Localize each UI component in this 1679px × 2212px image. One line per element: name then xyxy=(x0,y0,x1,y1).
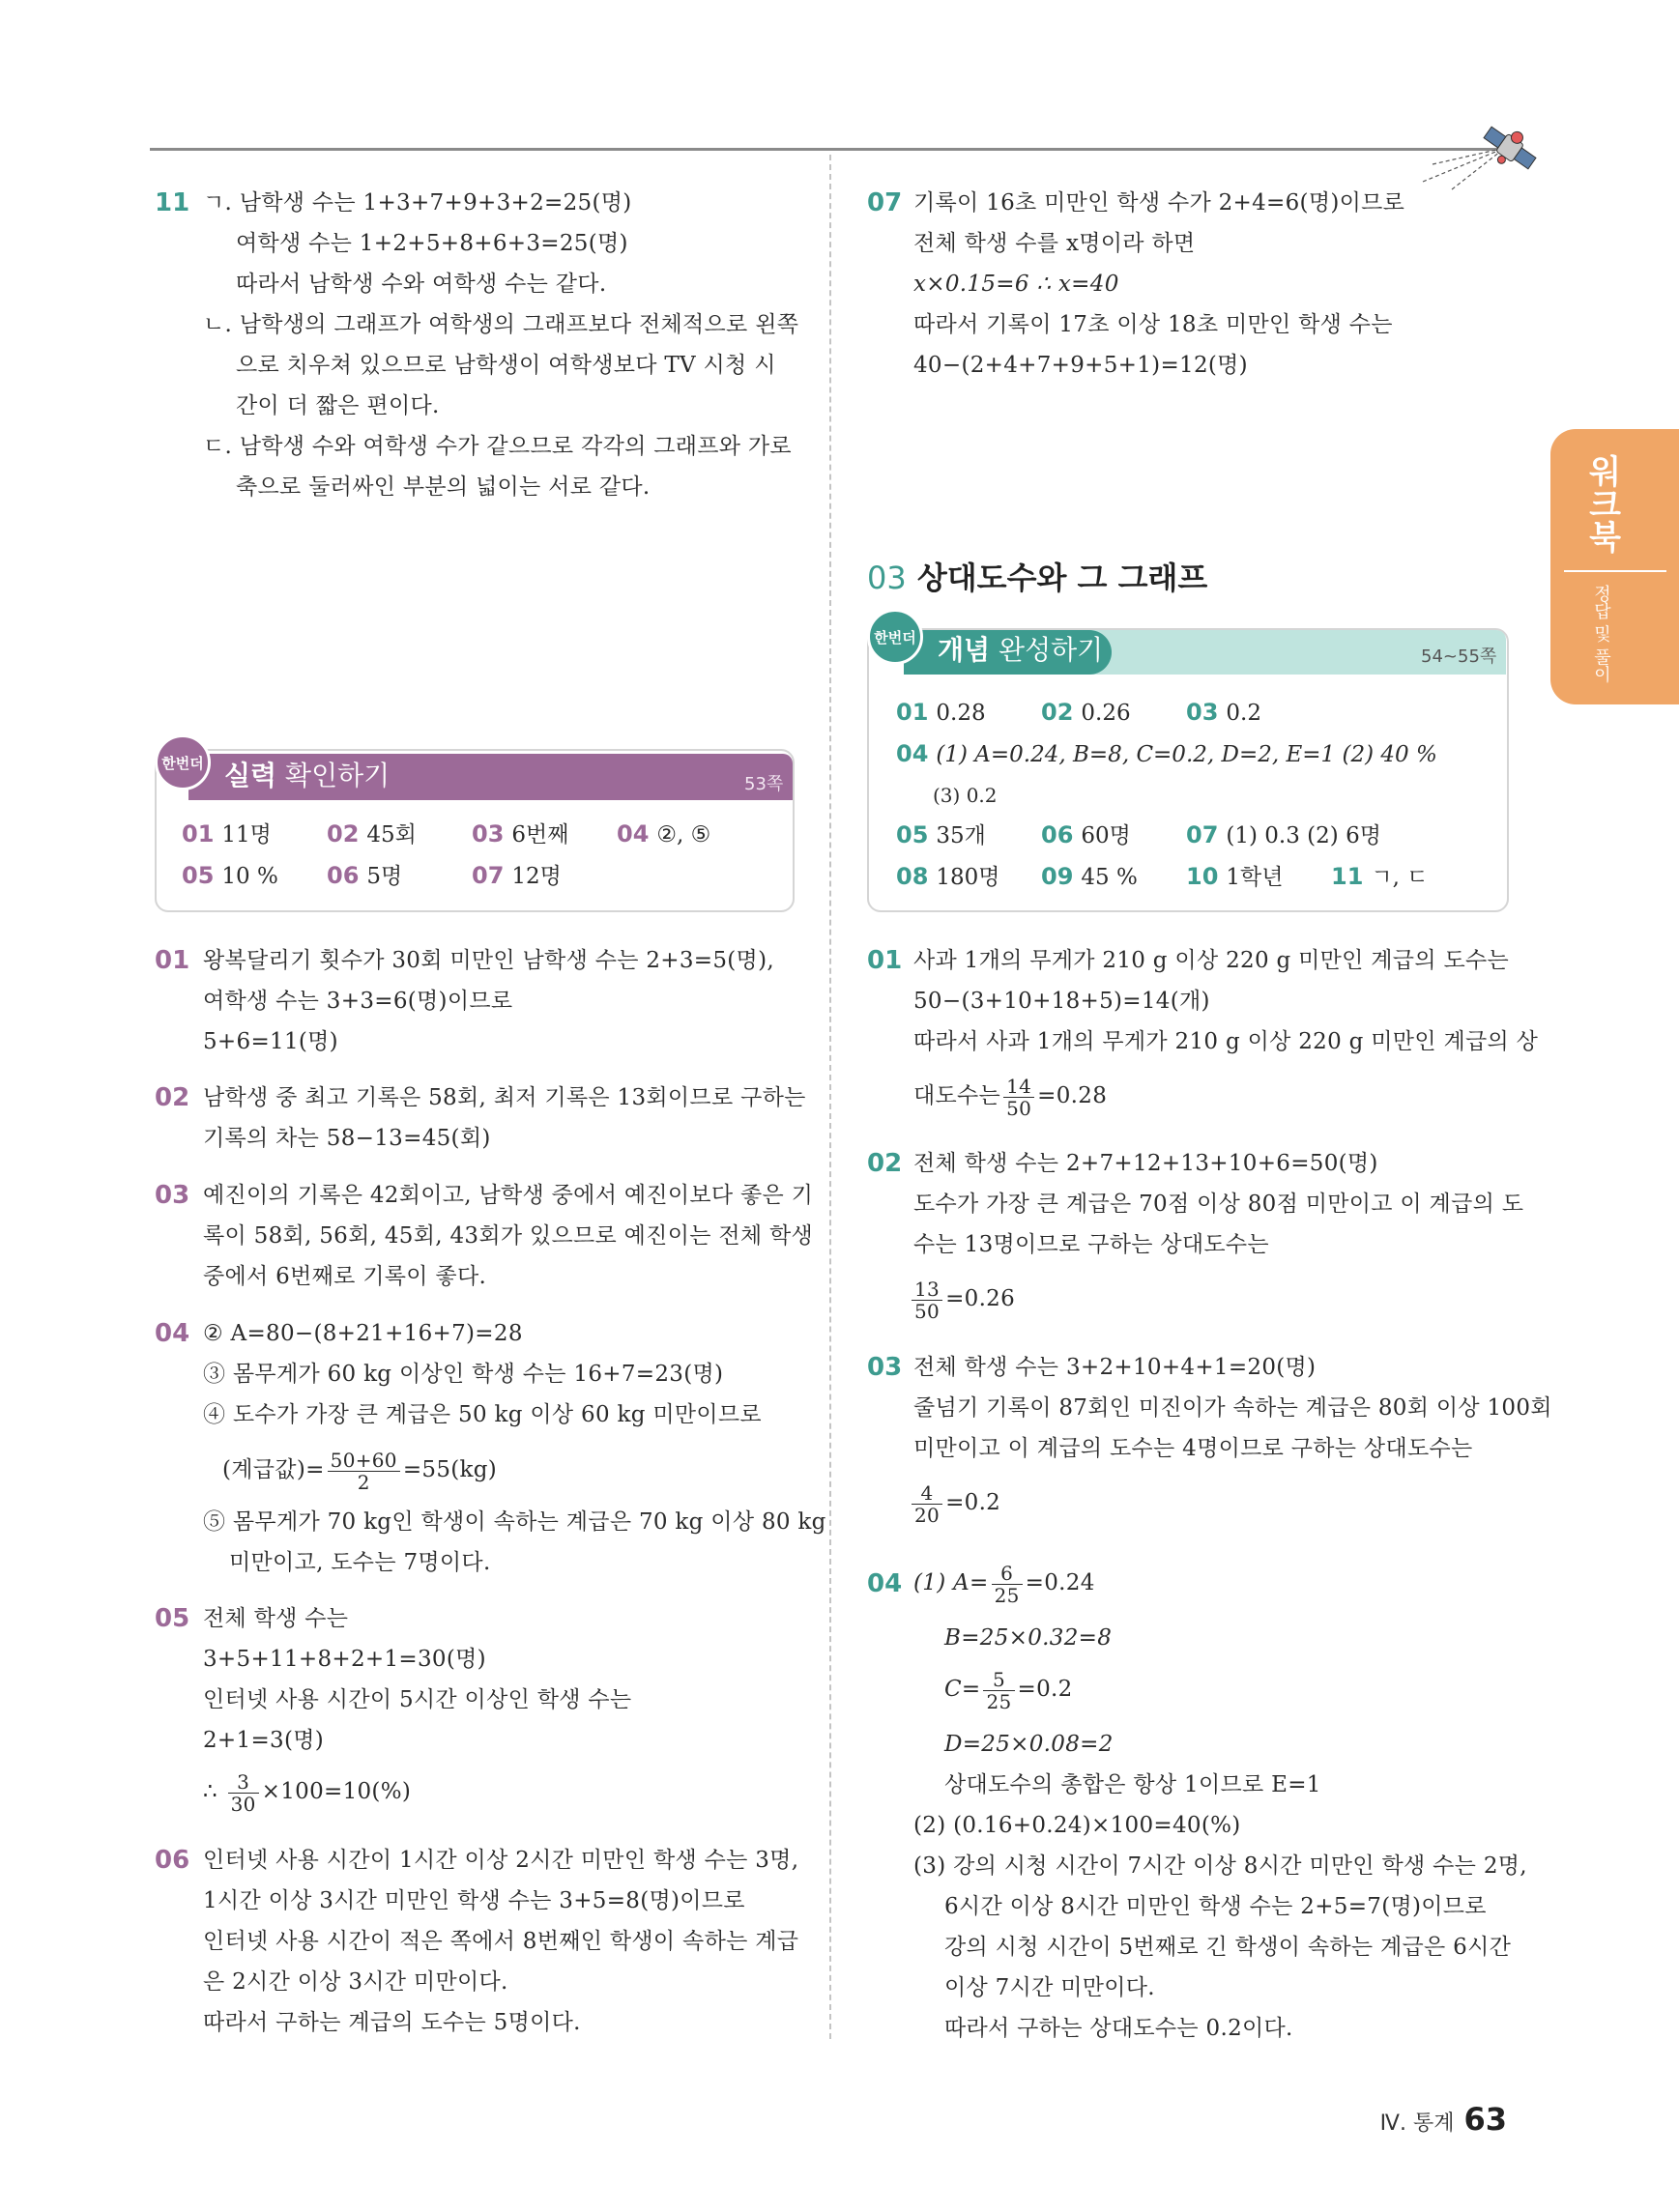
answer-key: 02 xyxy=(1041,699,1074,726)
answer-key: 03 xyxy=(472,820,505,847)
q01-number: 01 xyxy=(155,946,190,975)
answer-value: 10 % xyxy=(221,864,278,889)
answer-value: 1학년 xyxy=(1226,865,1284,890)
a04-l3-suffix: =0.2 xyxy=(1017,1677,1073,1702)
answer-key: 01 xyxy=(182,820,215,847)
concept-answer xyxy=(1041,820,1131,850)
q06-number: 06 xyxy=(155,1846,190,1875)
fraction-numerator: 50+60 xyxy=(328,1450,400,1472)
q11-line: 간이 더 짧은 편이다. xyxy=(236,393,440,418)
q07-line: x×0.15=6 ∴ x=40 xyxy=(913,272,1119,297)
q02-line: 남학생 중 최고 기록은 58회, 최저 기록은 13회이므로 구하는 xyxy=(203,1085,806,1110)
answer-key: 03 xyxy=(1186,699,1219,726)
answer-key: 06 xyxy=(1041,821,1074,848)
concept-answer xyxy=(1186,820,1381,850)
answer-value: 6번째 xyxy=(511,822,569,847)
q05-fraction-line xyxy=(203,1767,411,1817)
q11-line: ㄴ. 남학생의 그래프가 여학생의 그래프보다 전체적으로 왼쪽 xyxy=(203,312,799,337)
answer-key: 04 xyxy=(617,820,650,847)
concept-answer xyxy=(1331,862,1428,892)
fraction-numerator: 13 xyxy=(912,1278,942,1301)
q11-line: 축으로 둘러싸인 부분의 넓이는 서로 같다. xyxy=(236,474,651,500)
q05-number: 05 xyxy=(155,1604,190,1633)
q02-line: 기록의 차는 58−13=45(회) xyxy=(203,1126,491,1151)
q04-line: ② A=80−(8+21+16+7)=28 xyxy=(203,1321,523,1346)
a04-line: 6시간 이상 8시간 미만인 학생 수는 2+5=7(명)이므로 xyxy=(944,1894,1487,1919)
a03-line: 미만이고 이 계급의 도수는 4명이므로 구하는 상대도수는 xyxy=(913,1436,1473,1461)
answer-value: 0.2 xyxy=(1226,701,1261,726)
answer-value: (1) A=0.24, B=8, C=0.2, D=2, E=1 (2) 40 % xyxy=(936,742,1437,767)
fraction-denominator: 20 xyxy=(914,1503,941,1527)
column-divider xyxy=(829,155,831,2039)
q04-line: ⑤ 몸무게가 70 kg인 학생이 속하는 계급은 70 kg 이상 80 kg xyxy=(203,1509,826,1535)
answer-key: 06 xyxy=(327,862,360,889)
skill-answer xyxy=(327,819,417,849)
q07-line: 기록이 16초 미만인 학생 수가 2+4=6(명)이므로 xyxy=(913,190,1405,215)
skill-check-title-bold: 실력 xyxy=(224,760,277,791)
a04-line: 상대도수의 총합은 항상 1이므로 E=1 xyxy=(944,1772,1321,1797)
answer-value: 12명 xyxy=(511,864,562,889)
q03-line: 중에서 6번째로 기록이 좋다. xyxy=(203,1264,487,1289)
q11-line: 여학생 수는 1+2+5+8+6+3=25(명) xyxy=(236,231,628,256)
a04-line-1 xyxy=(913,1558,1095,1608)
q02-number: 02 xyxy=(155,1083,190,1112)
fraction-denominator: 2 xyxy=(357,1470,370,1494)
a04-number: 04 xyxy=(867,1569,903,1598)
answer-key: 07 xyxy=(1186,821,1219,848)
chapter-label: Ⅳ. 통계 xyxy=(1379,2111,1455,2136)
answer-key: 07 xyxy=(472,862,505,889)
fraction-numerator: 4 xyxy=(912,1482,942,1505)
q06-line: 인터넷 사용 시간이 1시간 이상 2시간 미만인 학생 수는 3명, xyxy=(203,1848,799,1873)
a04-fraction-a xyxy=(992,1563,1023,1606)
concept-answer-sub: (3) 0.2 xyxy=(933,784,998,807)
a04-line-3 xyxy=(944,1664,1073,1714)
concept-answer xyxy=(1041,862,1138,892)
side-tab-divider xyxy=(1564,570,1666,572)
a01-fraction xyxy=(1003,1076,1034,1119)
q05-fraction xyxy=(228,1771,259,1815)
fraction-denominator: 25 xyxy=(986,1689,1012,1713)
answer-value: 5명 xyxy=(366,864,403,889)
section-title-text: 상대도수와 그 그래프 xyxy=(916,560,1208,596)
answer-value: 11명 xyxy=(221,822,272,847)
q07-line: 따라서 기록이 17초 이상 18초 미만인 학생 수는 xyxy=(913,312,1393,337)
answer-key: 08 xyxy=(896,863,929,890)
a03-fraction xyxy=(912,1482,942,1526)
concept-badge: 한번더 xyxy=(867,609,923,665)
answer-value: ②, ⑤ xyxy=(656,822,711,847)
a01-number: 01 xyxy=(867,946,903,975)
q05-line: 3+5+11+8+2+1=30(명) xyxy=(203,1647,486,1672)
concept-answer xyxy=(896,820,986,850)
top-rule xyxy=(150,148,1508,151)
q06-line: 인터넷 사용 시간이 적은 쪽에서 8번째인 학생이 속하는 계급 xyxy=(203,1929,799,1954)
a02-fraction-line xyxy=(909,1274,1015,1324)
concept-page: 54~55쪽 xyxy=(1421,646,1497,667)
a01-fraction-suffix: =0.28 xyxy=(1037,1083,1108,1108)
q04-fraction-line xyxy=(222,1445,497,1495)
section-title xyxy=(867,554,1207,598)
skill-answer xyxy=(182,819,272,849)
concept-answer xyxy=(1186,698,1261,728)
a01-line: 사과 1개의 무게가 210 g 이상 220 g 미만인 계급의 도수는 xyxy=(913,948,1510,973)
a02-fraction xyxy=(912,1278,942,1322)
q01-line: 여학생 수는 3+3=6(명)이므로 xyxy=(203,989,513,1014)
concept-title-rest: 완성하기 xyxy=(999,634,1104,666)
a02-fraction-suffix: =0.26 xyxy=(945,1286,1016,1311)
skill-check-page: 53쪽 xyxy=(744,774,784,794)
answer-value: ㄱ, ㄷ xyxy=(1371,865,1429,890)
concept-answer xyxy=(1041,698,1131,728)
answer-key: 05 xyxy=(182,862,215,889)
fraction-numerator: 6 xyxy=(992,1563,1023,1585)
q06-line: 따라서 구하는 계급의 도수는 5명이다. xyxy=(203,2010,581,2035)
a03-fraction-line xyxy=(909,1478,1000,1528)
skill-check-badge: 한번더 xyxy=(155,734,211,790)
a04-l3-prefix: C= xyxy=(944,1677,981,1702)
answer-value: 0.28 xyxy=(936,701,986,726)
answer-key: 11 xyxy=(1331,863,1364,890)
section-number: 03 xyxy=(867,560,907,596)
q06-line: 1시간 이상 3시간 미만인 학생 수는 3+5=8(명)이므로 xyxy=(203,1888,745,1913)
a02-line: 전체 학생 수는 2+7+12+13+10+6=50(명) xyxy=(913,1151,1378,1176)
q06-line: 은 2시간 이상 3시간 미만이다. xyxy=(203,1969,508,1995)
a01-line: 50−(3+10+18+5)=14(개) xyxy=(913,989,1210,1014)
a04-line: 강의 시청 시간이 5번째로 긴 학생이 속하는 계급은 6시간 xyxy=(944,1935,1512,1960)
page-footer xyxy=(1380,2101,1507,2138)
a02-line: 수는 13명이므로 구하는 상대도수는 xyxy=(913,1232,1269,1257)
fraction-denominator: 25 xyxy=(994,1583,1020,1607)
answer-value: 180명 xyxy=(936,865,1000,890)
q11-number: 11 xyxy=(155,188,190,217)
a03-number: 03 xyxy=(867,1353,903,1382)
concept-answer xyxy=(896,698,986,728)
q07-line: 40−(2+4+7+9+5+1)=12(명) xyxy=(913,353,1248,378)
a04-fraction-c xyxy=(983,1669,1014,1712)
a01-fraction-line xyxy=(913,1071,1107,1121)
skill-check-title xyxy=(224,757,390,795)
q11-line: 따라서 남학생 수와 여학생 수는 같다. xyxy=(236,272,607,297)
a04-line: B=25×0.32=8 xyxy=(944,1625,1113,1651)
answer-value: 60명 xyxy=(1081,823,1131,848)
answer-value: (1) 0.3 (2) 6명 xyxy=(1226,823,1381,848)
concept-answer xyxy=(896,862,1000,892)
concept-answer xyxy=(1186,862,1283,892)
q04-fraction xyxy=(328,1450,400,1493)
skill-answer xyxy=(617,819,710,849)
answer-value: 45 % xyxy=(1081,865,1138,890)
answer-key: 05 xyxy=(896,821,929,848)
q11-line: ㄷ. 남학생 수와 여학생 수가 같으므로 각각의 그래프와 가로 xyxy=(203,434,792,459)
answer-key: 04 xyxy=(896,740,929,767)
skill-answer xyxy=(182,861,278,891)
a04-l1-suffix: =0.24 xyxy=(1025,1570,1095,1595)
fraction-denominator: 50 xyxy=(1006,1096,1032,1120)
q03-line: 록이 58회, 56회, 45회, 43회가 있으므로 예진이는 전체 학생 xyxy=(203,1223,814,1249)
q04-number: 04 xyxy=(155,1319,190,1348)
answer-value: 35개 xyxy=(936,823,986,848)
therefore-sign: ∴ xyxy=(203,1779,217,1804)
a03-fraction-suffix: =0.2 xyxy=(945,1490,1001,1515)
a04-line: 따라서 구하는 상대도수는 0.2이다. xyxy=(944,2016,1293,2041)
answer-key: 09 xyxy=(1041,863,1074,890)
concept-answer xyxy=(896,739,1437,769)
answer-value: 0.26 xyxy=(1081,701,1131,726)
q05-fraction-suffix: ×100=10(%) xyxy=(261,1779,412,1804)
a02-line: 도수가 가장 큰 계급은 70점 이상 80점 미만이고 이 계급의 도 xyxy=(913,1192,1524,1217)
page-number: 63 xyxy=(1463,2101,1507,2138)
skill-answer xyxy=(327,861,402,891)
a04-line: (3) 강의 시청 시간이 7시간 이상 8시간 미만인 학생 수는 2명, xyxy=(913,1853,1527,1879)
a02-number: 02 xyxy=(867,1149,903,1178)
answer-key: 01 xyxy=(896,699,929,726)
q01-line: 왕복달리기 횟수가 30회 미만인 남학생 수는 2+3=5(명), xyxy=(203,948,774,973)
side-tab-title: 워크북 xyxy=(1582,454,1621,553)
answer-key: 02 xyxy=(327,820,360,847)
q04-line: ④ 도수가 가장 큰 계급은 50 kg 이상 60 kg 미만이므로 xyxy=(203,1402,762,1427)
q04-fraction-prefix: (계급값)= xyxy=(222,1457,325,1482)
concept-title xyxy=(938,631,1103,670)
q03-line: 예진이의 기록은 42회이고, 남학생 중에서 예진이보다 좋은 기 xyxy=(203,1183,814,1208)
q11-line: ㄱ. 남학생 수는 1+3+7+9+3+2=25(명) xyxy=(203,190,632,215)
satellite-icon xyxy=(1413,114,1539,191)
a04-l1-prefix: (1) A= xyxy=(913,1570,989,1595)
a03-line: 줄넘기 기록이 87회인 미진이가 속하는 계급은 80회 이상 100회 xyxy=(913,1395,1552,1421)
a04-line: (2) (0.16+0.24)×100=40(%) xyxy=(913,1813,1241,1838)
a04-line: 이상 7시간 미만이다. xyxy=(944,1975,1155,2000)
q01-line: 5+6=11(명) xyxy=(203,1029,338,1054)
q11-line: 으로 치우쳐 있으므로 남학생이 여학생보다 TV 시청 시 xyxy=(236,353,776,378)
fraction-denominator: 30 xyxy=(230,1792,256,1816)
a01-fraction-prefix: 대도수는 xyxy=(913,1083,1001,1108)
q07-line: 전체 학생 수를 x명이라 하면 xyxy=(913,231,1196,256)
skill-answer xyxy=(472,861,562,891)
a01-line: 따라서 사과 1개의 무게가 210 g 이상 220 g 미만인 계급의 상 xyxy=(913,1029,1539,1054)
skill-answer xyxy=(472,819,568,849)
q04-line: ③ 몸무게가 60 kg 이상인 학생 수는 16+7=23(명) xyxy=(203,1362,724,1387)
answer-key: 10 xyxy=(1186,863,1219,890)
a03-line: 전체 학생 수는 3+2+10+4+1=20(명) xyxy=(913,1355,1317,1380)
concept-title-bold: 개념 xyxy=(938,634,991,666)
q07-number: 07 xyxy=(867,188,903,217)
skill-check-title-rest: 확인하기 xyxy=(285,760,391,791)
fraction-numerator: 14 xyxy=(1003,1076,1034,1098)
q05-line: 인터넷 사용 시간이 5시간 이상인 학생 수는 xyxy=(203,1687,632,1712)
fraction-numerator: 3 xyxy=(228,1771,259,1794)
q04-line: 미만이고, 도수는 7명이다. xyxy=(229,1550,491,1575)
a04-line: D=25×0.08=2 xyxy=(944,1732,1114,1757)
fraction-numerator: 5 xyxy=(983,1669,1014,1691)
q05-line: 2+1=3(명) xyxy=(203,1728,325,1753)
q05-line: 전체 학생 수는 xyxy=(203,1606,349,1631)
q04-fraction-suffix: =55(kg) xyxy=(402,1457,498,1482)
fraction-denominator: 50 xyxy=(914,1299,941,1323)
q03-number: 03 xyxy=(155,1181,190,1210)
side-tab-subtitle: 정답 및 풀이 xyxy=(1591,585,1611,683)
answer-value: 45회 xyxy=(366,822,417,847)
